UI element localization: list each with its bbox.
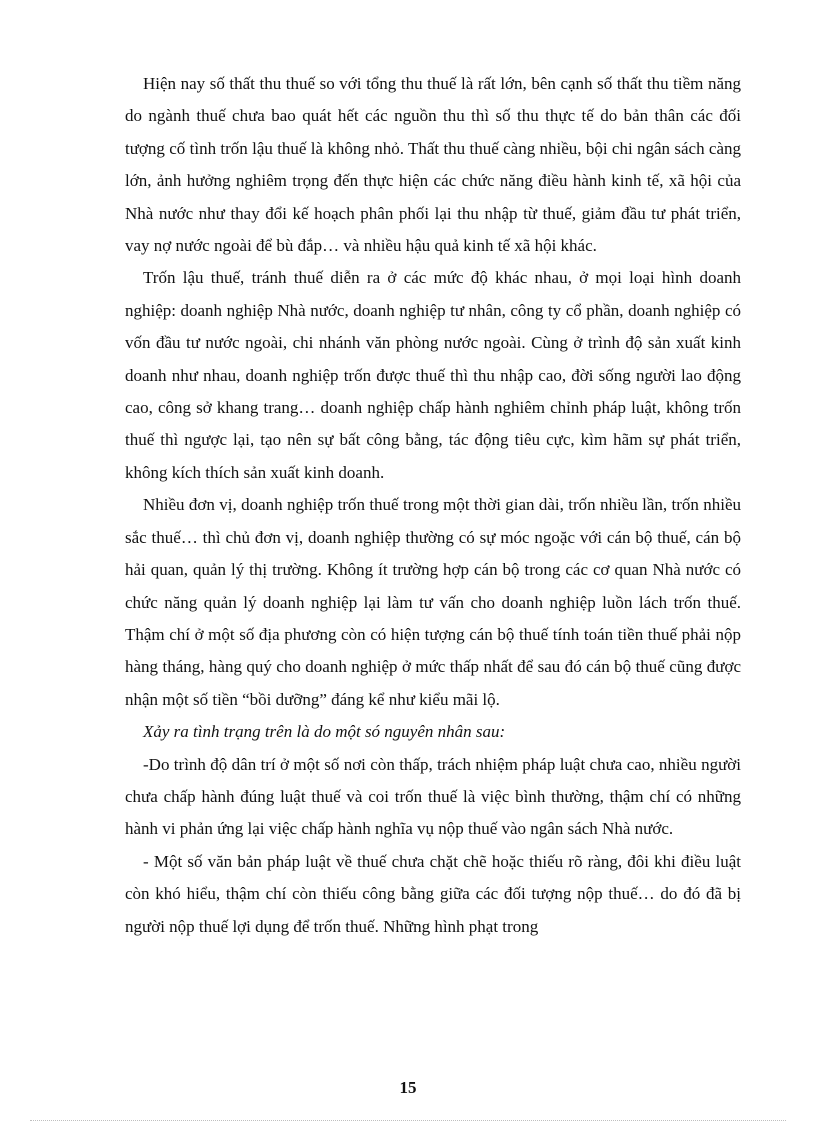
paragraph-tax-evasion-types: Trốn lậu thuế, tránh thuế diễn ra ở các mức độ khác nhau, ở mọi loại hình doanh nghiệp: doanh nghiệp Nhà nước, doanh nghiệp tư nhân, công ty cổ phần, doanh nghiệp có vốn đầu tư nước ngoài, chi nhánh văn phòng nước ngoài. Cùng ở trình độ sản xuất kinh doanh như nhau, doanh nghiệp trốn được thuế thì thu nhập cao, đời sống người lao động cao, công sở khang trang… doanh nghiệp chấp hành nghiêm chỉnh pháp luật, không trốn thuế thì ngược lại, tạo nên sự bất công bằng, tác động tiêu cực, kìm hãm sự phát triển, không kích thích sản xuất kinh doanh. (125, 268, 741, 482)
paragraph-tax-loss: Hiện nay số thất thu thuế so với tổng thu thuế là rất lớn, bên cạnh số thất thu tiềm năng do ngành thuế chưa bao quát hết các nguồn thu thì số thu thực tế do bản thân các đối tượng cố tình trốn lậu thuế là không nhỏ. Thất thu thuế càng nhiều, bội chi ngân sách càng lớn, ảnh hưởng nghiêm trọng đến thực hiện các chức năng điều hành kinh tế, xã hội của Nhà nước như thay đổi kế hoạch phân phối lại thu nhập từ thuế, giảm đầu tư phát triển, vay nợ nước ngoài để bù đắp… và nhiều hậu quả kinh tế xã hội khác. (125, 74, 741, 256)
paragraph-cause-awareness: -Do trình độ dân trí ở một số nơi còn thấp, trách nhiệm pháp luật chưa cao, nhiều người chưa chấp hành đúng luật thuế và coi trốn thuế là việc bình thường, thậm chí có những hành vi phản ứng lại việc chấp hành nghĩa vụ nộp thuế vào ngân sách Nhà nước. (125, 754, 741, 839)
body-text (125, 68, 741, 943)
page-number: 15 (399, 1078, 417, 1097)
paragraph-cause-legislation: - Một số văn bản pháp luật về thuế chưa chặt chẽ hoặc thiếu rõ ràng, đôi khi điều luật còn khó hiểu, thậm chí còn thiếu công bằng giữa các đối tượng nộp thuế… do đó đã bị người nộp thuế lợi dụng để trốn thuế. Những hình phạt trong (125, 851, 741, 936)
paragraph-collusion: Nhiều đơn vị, doanh nghiệp trốn thuế trong một thời gian dài, trốn nhiều lần, trốn nhiều sắc thuế… thì chủ đơn vị, doanh nghiệp thường có sự móc ngoặc với cán bộ thuế, cán bộ hải quan, quản lý thị trường. Không ít trường hợp cán bộ trong các cơ quan Nhà nước có chức năng quản lý doanh nghiệp lại làm tư vấn cho doanh nghiệp luồn lách trốn thuế. Thậm chí ở một số địa phương còn có hiện tượng cán bộ thuế tính toán tiền thuế phải nộp hàng tháng, hàng quý cho doanh nghiệp ở mức thấp nhất để sau đó cán bộ thuế cũng được nhận một số tiền “bồi dưỡng” đáng kể như kiểu mãi lộ. (125, 495, 741, 709)
paragraph-causes-heading: Xảy ra tình trạng trên là do một só nguyên nhân sau: (143, 722, 506, 742)
footer-divider (30, 1120, 786, 1121)
